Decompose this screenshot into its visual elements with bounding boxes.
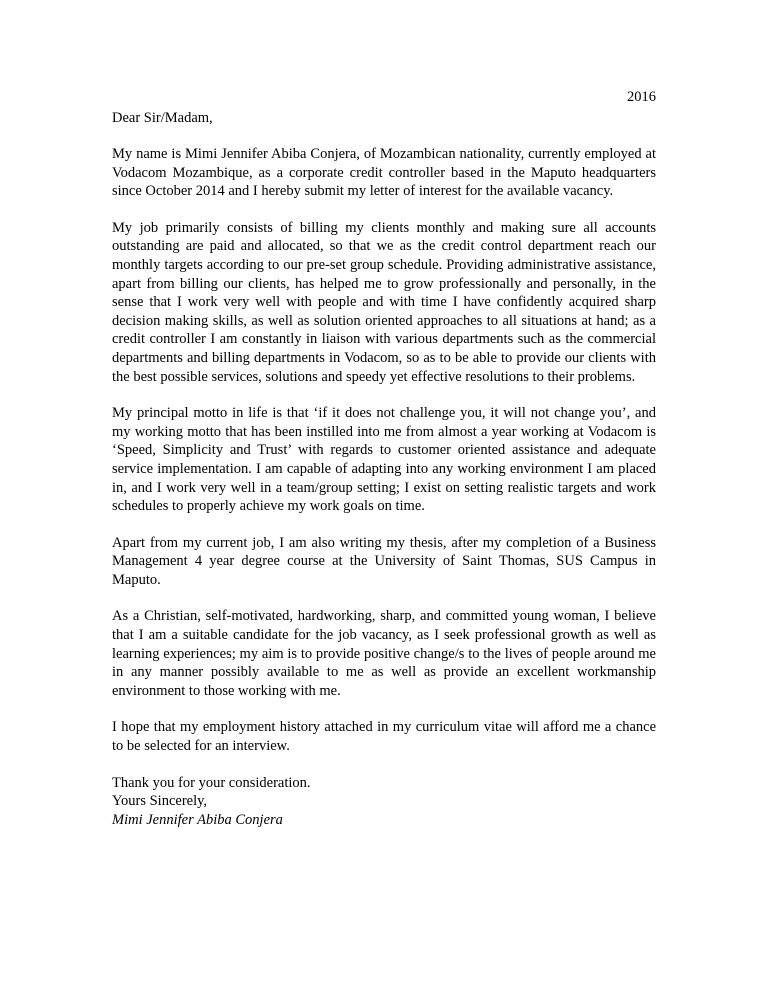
letter-closing	[112, 774, 656, 830]
letter-paragraph: My job primarily consists of billing my clients monthly and making sure all accounts outstanding are paid and allocated, so that we as the credit control department reach our monthly targets according to our pre-set group schedule. Providing administrative assistance, apart from billing our clients, has helped me to grow professionally and personally, in the sense that I work very well with people and with time I have confidently acquired sharp decision making skills, as well as solution oriented approaches to all situations at hand; as a credit controller I am constantly in liaison with various departments such as the commercial departments and billing departments in Vodacom, so as to be able to provide our clients with the best possible services, solutions and speedy yet effective resolutions to their problems.	[112, 219, 656, 385]
letter-paragraph: As a Christian, self-motivated, hardworking, sharp, and committed young woman, I believe that I am a suitable candidate for the job vacancy, as I seek professional growth as well as learning experiences; my aim is to provide positive change/s to the lives of people around me in any manner possibly available to me as well as provide an excellent workmanship environment to those working with me.	[112, 608, 656, 699]
letter-date: 2016	[627, 89, 656, 105]
signature-name: Mimi Jennifer Abiba Conjera	[112, 811, 283, 828]
letter-paragraph: My name is Mimi Jennifer Abiba Conjera, of Mozambican nationality, currently employed at Vodacom Mozambique, as a corporate credit controller based in the Maputo headquarters since October 2014 and I hereby submit my letter of interest for the available vacancy.	[112, 146, 656, 200]
closing-thanks: Thank you for your consideration.	[112, 774, 311, 791]
letter-paragraph: I hope that my employment history attached in my curriculum vitae will afford me a chance to be selected for an interview.	[112, 719, 656, 755]
letter-paragraph: My principal motto in life is that ‘if it does not challenge you, it will not change you’, and my working motto that has been instilled into me from almost a year working at Vodacom is ‘Speed, Simplicity and Trust’ with regards to customer oriented assistance and adequate service implementation. I am capable of adapting into any working environment I am placed in, and I work very well in a team/group setting; I exist on setting realistic targets and work schedules to properly achieve my work goals on time.	[112, 405, 656, 515]
letter-body	[112, 88, 656, 829]
closing-valediction: Yours Sincerely,	[112, 793, 208, 810]
letter-paragraph: Apart from my current job, I am also writing my thesis, after my completion of a Business Management 4 year degree course at the University of Saint Thomas, SUS Campus in Maputo.	[112, 534, 656, 588]
letter-salutation: Dear Sir/Madam,	[112, 109, 213, 126]
